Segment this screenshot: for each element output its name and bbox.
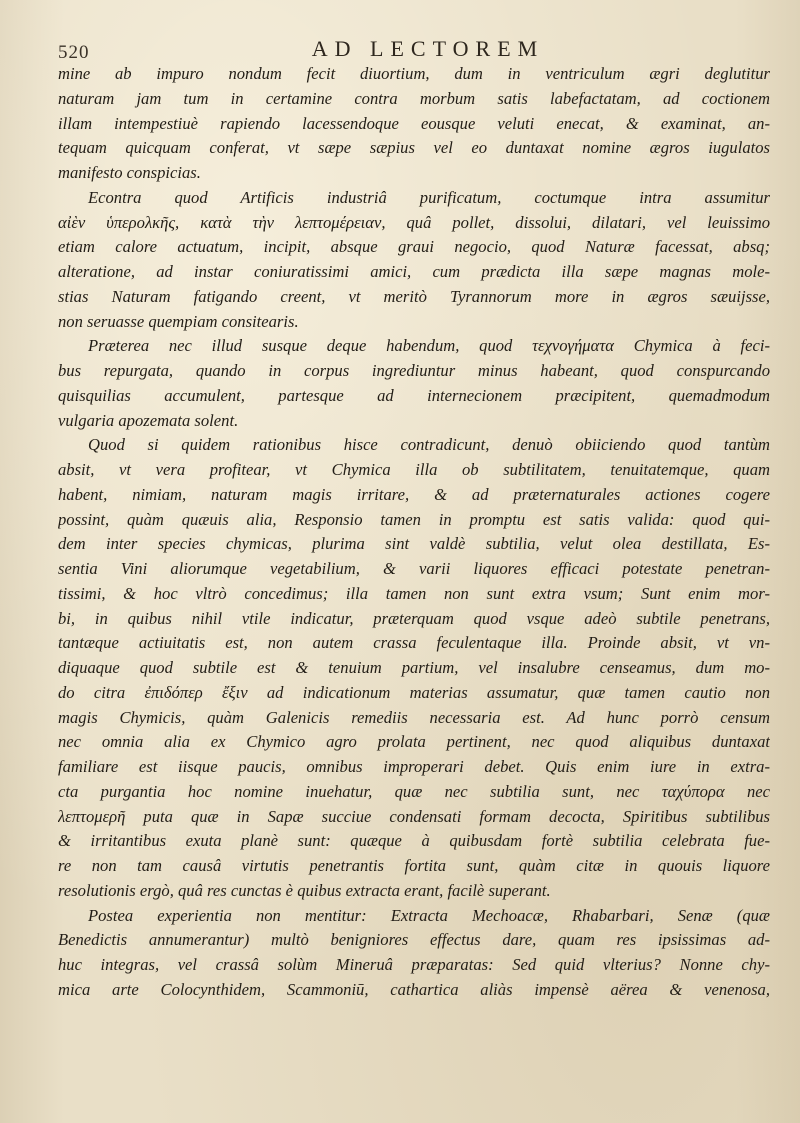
text-line: Quod si quidem rationibus hisce contradicunt, denuò obiiciendo quod tantùm (88, 435, 770, 455)
text-line: huc integras, vel crassâ solùm Mineruâ præparatas: Sed quid vlterius? Nonne chy- (58, 955, 770, 974)
text-line: manifesto conspicias. (58, 163, 201, 182)
text-line: cta purgantia hoc nomine inuehatur, quæ nec subtilia sunt, nec ταχύπορα nec (58, 781, 770, 801)
text-line: bi, in quibus nihil vtile indicatur, præterquam quod vsque adeò subtile penetrans, (58, 608, 770, 628)
text-line: Postea experientia non mentitur: Extracta Mechoacæ, Rhabarbari, Senæ (quæ (88, 905, 770, 925)
text-line: & irritantibus exuta planè sunt: quæque à quibusdam fortè subtilia celebrata fue- (58, 831, 770, 851)
text-line: nec omnia alia ex Chymico agro prolata pertinent, nec quod aliquibus duntaxat (58, 732, 770, 752)
text-line: Præterea nec illud susque deque habendum, quod τεχνογήματα Chymica à feci- (88, 336, 770, 356)
text-line: Econtra quod Artificis industriâ purificatum, coctumque intra assumitur (88, 187, 770, 207)
text-line: naturam jam tum in certamine contra morbum satis labefactatam, ad coctionem (58, 88, 770, 108)
text-line: re non tam causâ virtutis penetrantis fortita sunt, quàm citæ in quouis liquore (58, 856, 770, 875)
text-line: mica arte Colocynthidem, Scammoniū, cathartica aliàs impensè aërea & venenosa, (58, 979, 770, 999)
text-line: dem inter species chymicas, plurima sint valdè subtilia, velut olea destillata, Es- (58, 534, 770, 554)
page-number: 520 (58, 42, 90, 63)
text-line: familiare est iisque paucis, omnibus improperari debet. Quis enim iure in extra- (58, 757, 770, 776)
text-line: resolutionis ergò, quâ res cunctas è quibus extracta erant, facilè superant. (58, 880, 551, 900)
text-line: mine ab impuro nondum fecit diuortium, dum in ventriculum ægri deglutitur (58, 64, 770, 83)
text-line: Benedictis annumerantur) multò benigniores effectus dare, quam res ipsissimas ad- (58, 930, 770, 950)
running-title: AD LECTOREM (311, 36, 545, 61)
text-line: absit, vt vera profitear, vt Chymica illa ob subtilitatem, tenuitatemque, quam (58, 460, 770, 479)
text-line: diquaque quod subtile est & tenuium partium, vel insalubre censeamus, dum mo- (58, 658, 770, 677)
text-line: tequam quicquam conferat, vt sæpe sæpius vel eo duntaxat nomine ægros iugulatos (58, 138, 770, 158)
text-line: magis Chymicis, quàm Galenicis remediis necessaria est. Ad hunc porrò censum (58, 707, 770, 727)
text-line: quisquilias accumulent, partesque ad internecionem præcipitent, quemadmodum (58, 385, 770, 405)
text-line: stias Naturam fatigando creent, vt meritò Tyrannorum more in ægros sæuijsse, (58, 286, 770, 306)
text-line: sentia Vini aliorumque vegetabilium, & varii liquores efficaci potestate penetran- (58, 559, 770, 578)
text-line: possint, quàm quæuis alia, Responsio tamen in promptu est satis valida: quod qui- (58, 509, 770, 529)
text-line: etiam calore actuatum, incipit, absque graui negocio, quod Naturæ facessat, absq; (58, 237, 770, 257)
text-line: illam intempestiuè rapiendo lacessendoque eousque veluti enecat, & examinat, an- (58, 113, 770, 133)
text-line: αἰὲν ὑπερολκῆς, κατὰ τὴν λεπτομέρειαν, quâ pollet, dissolui, dilatari, vel leuissimo (58, 212, 770, 232)
text-line: λεπτομερῆ puta quæ in Sapæ succiue condensati formam decocta, Spiritibus subtilibus (58, 806, 770, 826)
text-line: tissimi, & hoc vltrò concedimus; illa tamen non sunt extra vsum; Sunt enim mor- (58, 583, 770, 603)
text-line: tantæque actiuitatis est, non autem crassa feculentaque illa. Proinde absit, vt vn- (58, 633, 770, 653)
text-line: non seruasse quempiam consitearis. (58, 311, 299, 331)
text-line: do citra ἐπιδόπερ ἔξιν ad indicationum materias assumatur, quæ tamen cautio non (58, 682, 770, 702)
body-text (58, 62, 770, 1003)
text-line: habent, nimiam, naturam magis irritare, & ad præternaturales actiones cogere (58, 484, 770, 504)
text-line: alteratione, ad instar coniuratissimi amici, cum prædicta illa sæpe magnas mole- (58, 262, 770, 281)
text-line: vulgaria apozemata solent. (58, 410, 239, 430)
text-line: bus repurgata, quando in corpus ingrediuntur minus habeant, quod conspurcando (58, 361, 770, 380)
